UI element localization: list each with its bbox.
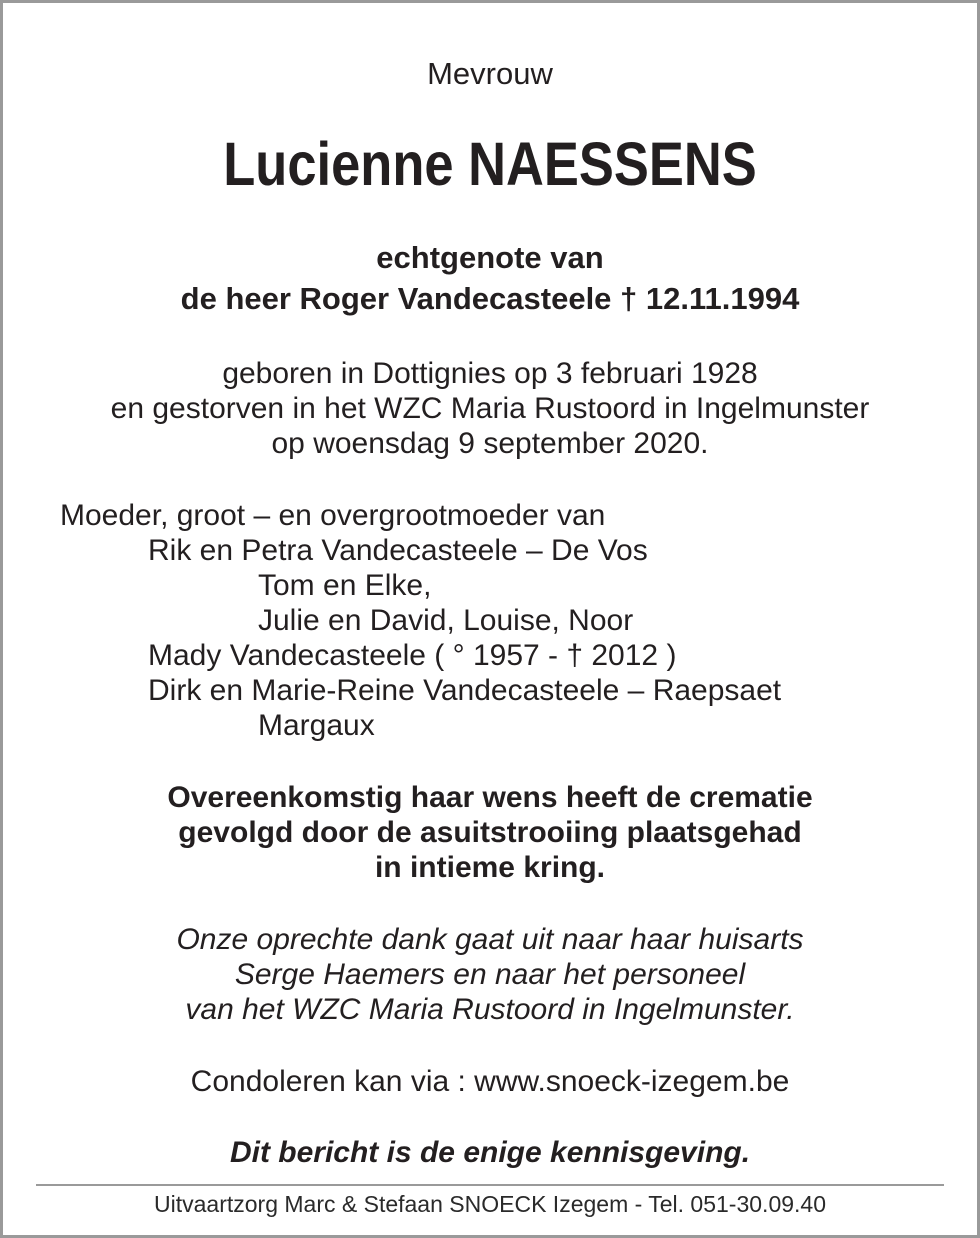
family-line-6: Dirk en Marie-Reine Vandecasteele – Raepsaet <box>148 674 782 707</box>
family-line-1: Moeder, groot – en overgrootmoeder van <box>60 499 606 532</box>
cremation-line-3: in intieme kring. <box>374 851 606 884</box>
family-line-7: Margaux <box>258 709 375 742</box>
family-line-2: Rik en Petra Vandecasteele – De Vos <box>148 534 648 567</box>
footer-divider <box>36 1184 944 1186</box>
spouse-line-1: echtgenote van <box>376 240 604 275</box>
birth-line-3: op woensdag 9 september 2020. <box>271 427 709 460</box>
birth-line-2: en gestorven in het WZC Maria Rustoord in Ingelmunster <box>110 392 870 425</box>
thanks-line-3: van het WZC Maria Rustoord in Ingelmunster. <box>185 993 795 1026</box>
only-notice-line: Dit bericht is de enige kennisgeving. <box>229 1136 751 1169</box>
condolence-line: Condoleren kan via : www.snoeck-izegem.be <box>190 1065 790 1098</box>
cremation-line-1: Overeenkomstig haar wens heeft de crematie <box>167 781 813 814</box>
deceased-name: Lucienne NAESSENS <box>223 130 757 198</box>
family-line-3: Tom en Elke, <box>258 569 432 602</box>
salutation: Mevrouw <box>427 56 553 91</box>
birth-line-1: geboren in Dottignies op 3 februari 1928 <box>222 357 758 390</box>
spouse-line-2: de heer Roger Vandecasteele † 12.11.1994 <box>180 281 800 316</box>
family-line-4: Julie en David, Louise, Noor <box>258 604 634 637</box>
funeral-home-footer: Uitvaartzorg Marc & Stefaan SNOECK Izegem - Tel. 051-30.09.40 <box>154 1191 826 1217</box>
cremation-line-2: gevolgd door de asuitstrooiing plaatsgehad <box>178 816 802 849</box>
family-line-5: Mady Vandecasteele ( ° 1957 - † 2012 ) <box>148 639 677 672</box>
thanks-line-1: Onze oprechte dank gaat uit naar haar huisarts <box>176 923 804 956</box>
thanks-line-2: Serge Haemers en naar het personeel <box>234 958 746 991</box>
